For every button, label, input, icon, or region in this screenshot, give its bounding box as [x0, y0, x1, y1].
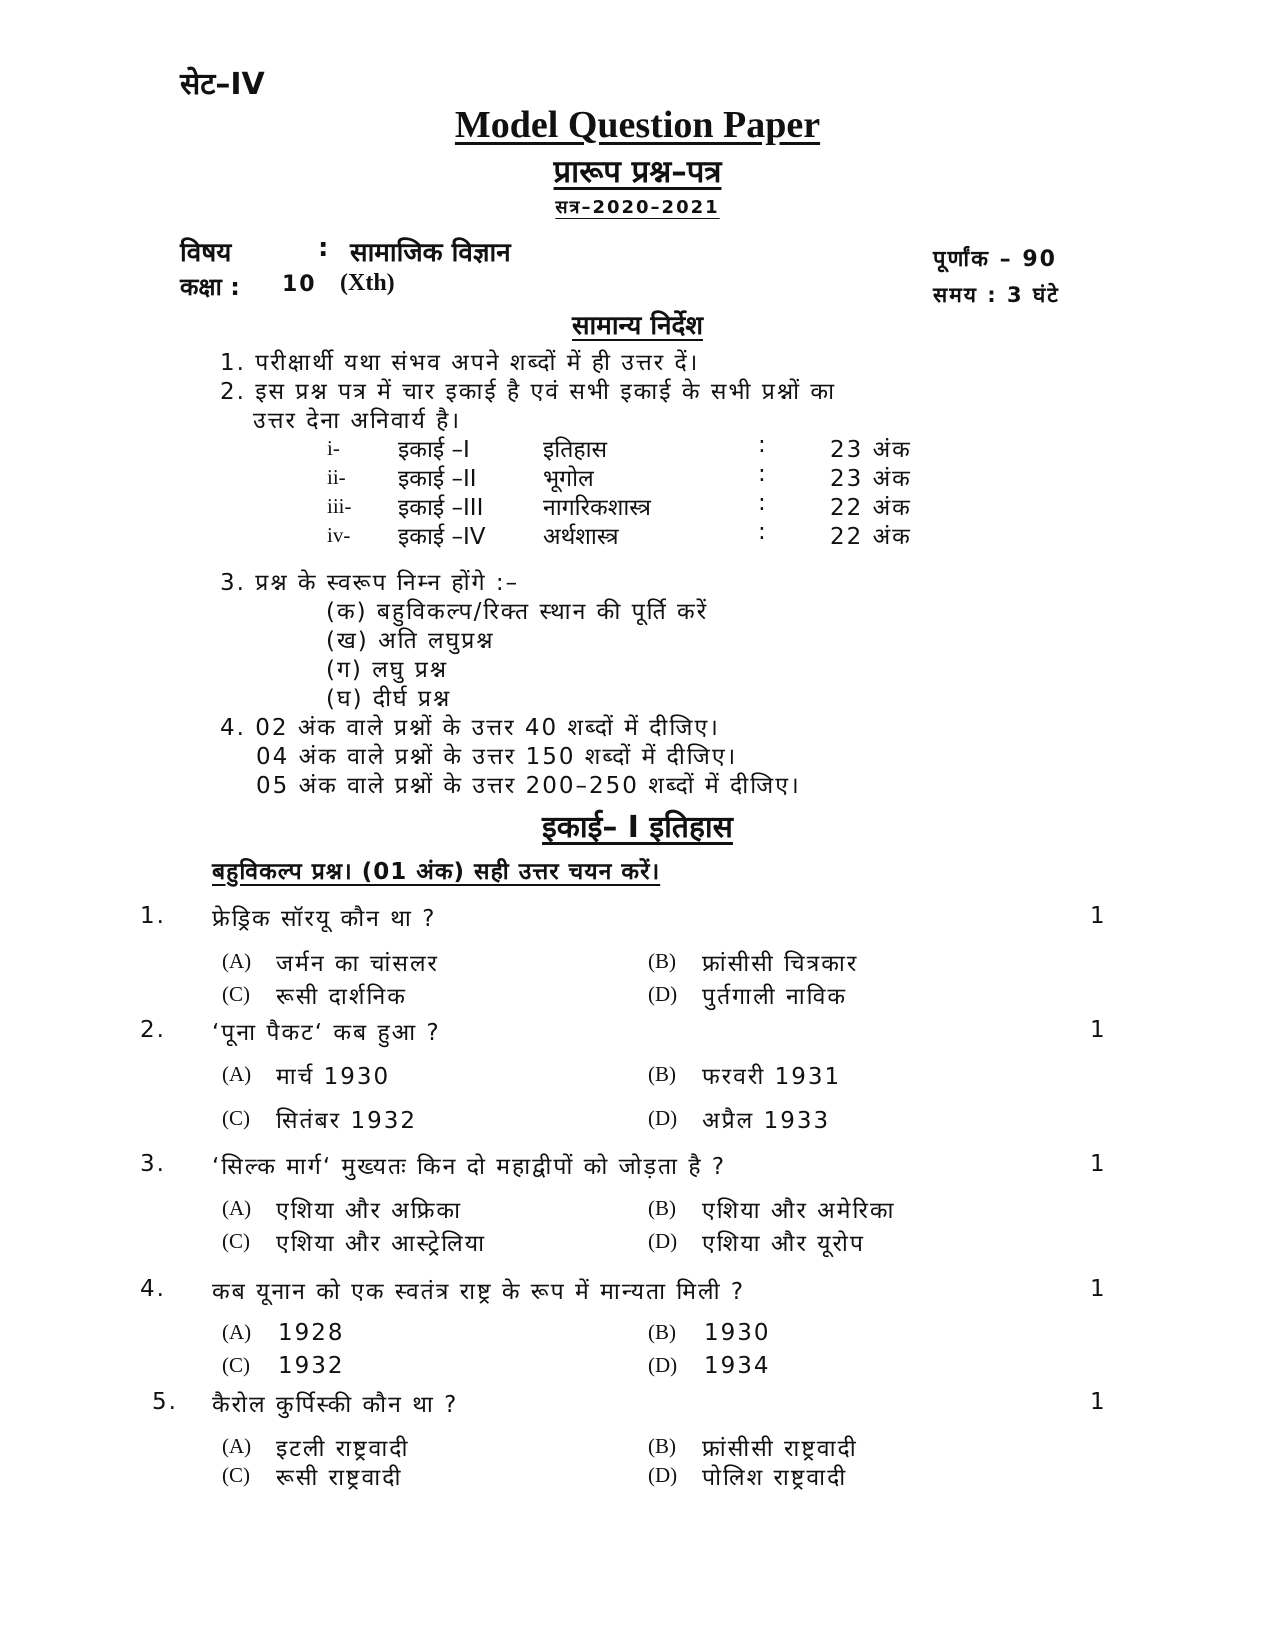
unit-number: iii-	[327, 494, 352, 518]
class-roman: (Xth)	[340, 270, 395, 296]
unit-name: इतिहास	[543, 437, 608, 463]
question-marks: 1	[1090, 903, 1105, 929]
option-text: एशिया और यूरोप	[702, 1231, 865, 1257]
option-text: पोलिश राष्ट्रवादी	[702, 1465, 848, 1491]
option-text: 1934	[704, 1353, 771, 1379]
unit-marks: 22 अंक	[830, 495, 912, 521]
unit-heading: इकाई– I इतिहास	[542, 810, 733, 845]
question-type: (ख) अति लघुप्रश्न	[326, 628, 495, 654]
instruction-4-cont: 05 अंक वाले प्रश्नों के उत्तर 200–250 शब्दों में दीजिए।	[256, 773, 801, 799]
question-marks: 1	[1090, 1151, 1105, 1177]
option-label: (B)	[648, 1320, 676, 1344]
question-text: फ्रेड्रिक सॉरयू कौन था ?	[212, 906, 437, 932]
option-label: (A)	[222, 1320, 252, 1344]
option-text: रूसी दार्शनिक	[276, 984, 407, 1010]
option-label: (C)	[222, 1106, 250, 1130]
class-value: 10	[282, 272, 317, 297]
unit-code: इकाई –II	[398, 466, 477, 492]
instruction-3: 3. प्रश्न के स्वरूप निम्न होंगे :–	[220, 570, 520, 596]
option-label: (B)	[648, 1062, 676, 1086]
max-marks: पूर्णांक – 90	[933, 247, 1057, 272]
unit-code: इकाई –III	[398, 495, 484, 521]
question-text: कब यूनान को एक स्वतंत्र राष्ट्र के रूप में मान्यता मिली ?	[212, 1279, 746, 1305]
option-label: (A)	[222, 1434, 252, 1458]
question-text: ‘सिल्क मार्ग‘ मुख्यतः किन दो महाद्वीपों को जोड़ता है ?	[212, 1154, 727, 1180]
option-text: 1928	[278, 1320, 345, 1346]
option-text: रूसी राष्ट्रवादी	[276, 1465, 403, 1491]
option-label: (C)	[222, 1229, 250, 1253]
option-label: (D)	[648, 1106, 678, 1130]
option-label: (C)	[222, 982, 250, 1006]
option-text: एशिया और अफ्रिका	[276, 1198, 463, 1224]
set-label: सेट–IV	[180, 67, 265, 102]
unit-number: ii-	[327, 465, 346, 489]
option-text: फ्रांसीसी चित्रकार	[702, 951, 859, 977]
unit-separator: :	[758, 432, 766, 458]
option-label: (B)	[648, 1434, 676, 1458]
instruction-2-cont: उत्तर देना अनिवार्य है।	[253, 408, 462, 434]
option-label: (B)	[648, 949, 676, 973]
unit-separator: :	[758, 461, 766, 487]
unit-code: इकाई –IV	[398, 524, 486, 550]
question-number: 2.	[140, 1017, 166, 1043]
unit-separator: :	[758, 490, 766, 516]
option-text: जर्मन का चांसलर	[276, 951, 439, 977]
option-label: (A)	[222, 949, 252, 973]
subject-value: सामाजिक विज्ञान	[350, 238, 511, 268]
option-label: (D)	[648, 1229, 678, 1253]
unit-name: नागरिकशास्त्र	[543, 495, 651, 521]
question-type: (घ) दीर्घ प्रश्न	[326, 686, 452, 712]
question-marks: 1	[1090, 1276, 1105, 1302]
instruction-4: 4. 02 अंक वाले प्रश्नों के उत्तर 40 शब्दों में दीजिए।	[220, 715, 720, 741]
unit-code: इकाई –I	[398, 437, 470, 463]
option-text: एशिया और अमेरिका	[702, 1198, 896, 1224]
question-type: (ग) लघु प्रश्न	[326, 657, 449, 683]
subject-separator: :	[318, 233, 329, 263]
class-label: कक्षा :	[180, 273, 240, 301]
option-text: 1930	[704, 1320, 771, 1346]
option-label: (C)	[222, 1463, 250, 1487]
option-text: मार्च 1930	[276, 1064, 391, 1090]
question-marks: 1	[1090, 1017, 1105, 1043]
question-text: कैरोल कुर्पिस्की कौन था ?	[212, 1392, 459, 1418]
option-label: (A)	[222, 1062, 252, 1086]
unit-number: i-	[327, 436, 340, 460]
instruction-2: 2. इस प्रश्न पत्र में चार इकाई है एवं सभी इकाई के सभी प्रश्नों का	[220, 379, 837, 405]
unit-marks: 23 अंक	[830, 437, 912, 463]
instruction-1: 1. परीक्षार्थी यथा संभव अपने शब्दों में ही उत्तर दें।	[220, 350, 700, 376]
question-number: 4.	[140, 1276, 166, 1302]
option-text: पुर्तगाली नाविक	[702, 984, 848, 1010]
unit-marks: 23 अंक	[830, 466, 912, 492]
unit-number: iv-	[327, 523, 351, 547]
question-marks: 1	[1090, 1389, 1105, 1415]
option-label: (A)	[222, 1196, 252, 1220]
instructions-heading: सामान्य निर्देश	[571, 311, 704, 341]
option-label: (B)	[648, 1196, 676, 1220]
option-text: फरवरी 1931	[702, 1064, 842, 1090]
option-text: 1932	[278, 1353, 345, 1379]
session-label: सत्र–2020–2021	[555, 197, 720, 218]
subject-label: विषय	[180, 238, 232, 268]
question-type: (क) बहुविकल्प/रिक्त स्थान की पूर्ति करें	[326, 599, 709, 625]
unit-marks: 22 अंक	[830, 524, 912, 550]
option-label: (D)	[648, 1463, 678, 1487]
option-text: अप्रैल 1933	[702, 1108, 831, 1134]
mcq-heading: बहुविकल्प प्रश्न। (01 अंक) सही उत्तर चयन करें।	[212, 859, 661, 885]
time-allowed: समय : 3 घंटे	[933, 283, 1060, 307]
option-text: एशिया और आस्ट्रेलिया	[276, 1231, 487, 1257]
unit-name: अर्थशास्त्र	[543, 524, 619, 550]
question-text: ‘पूना पैकट‘ कब हुआ ?	[212, 1020, 441, 1046]
question-number: 5.	[152, 1389, 178, 1415]
paper-subtitle: प्रारूप प्रश्न–पत्र	[553, 154, 722, 190]
question-number: 1.	[140, 903, 166, 929]
instruction-4-cont: 04 अंक वाले प्रश्नों के उत्तर 150 शब्दों में दीजिए।	[256, 744, 738, 770]
option-label: (D)	[648, 1353, 678, 1377]
option-label: (D)	[648, 982, 678, 1006]
unit-separator: :	[758, 519, 766, 545]
option-text: सितंबर 1932	[276, 1108, 417, 1134]
paper-title: Model Question Paper	[454, 104, 821, 146]
option-text: फ्रांसीसी राष्ट्रवादी	[702, 1436, 858, 1462]
option-text: इटली राष्ट्रवादी	[276, 1436, 410, 1462]
option-label: (C)	[222, 1353, 250, 1377]
unit-name: भूगोल	[543, 466, 594, 492]
question-number: 3.	[140, 1151, 166, 1177]
